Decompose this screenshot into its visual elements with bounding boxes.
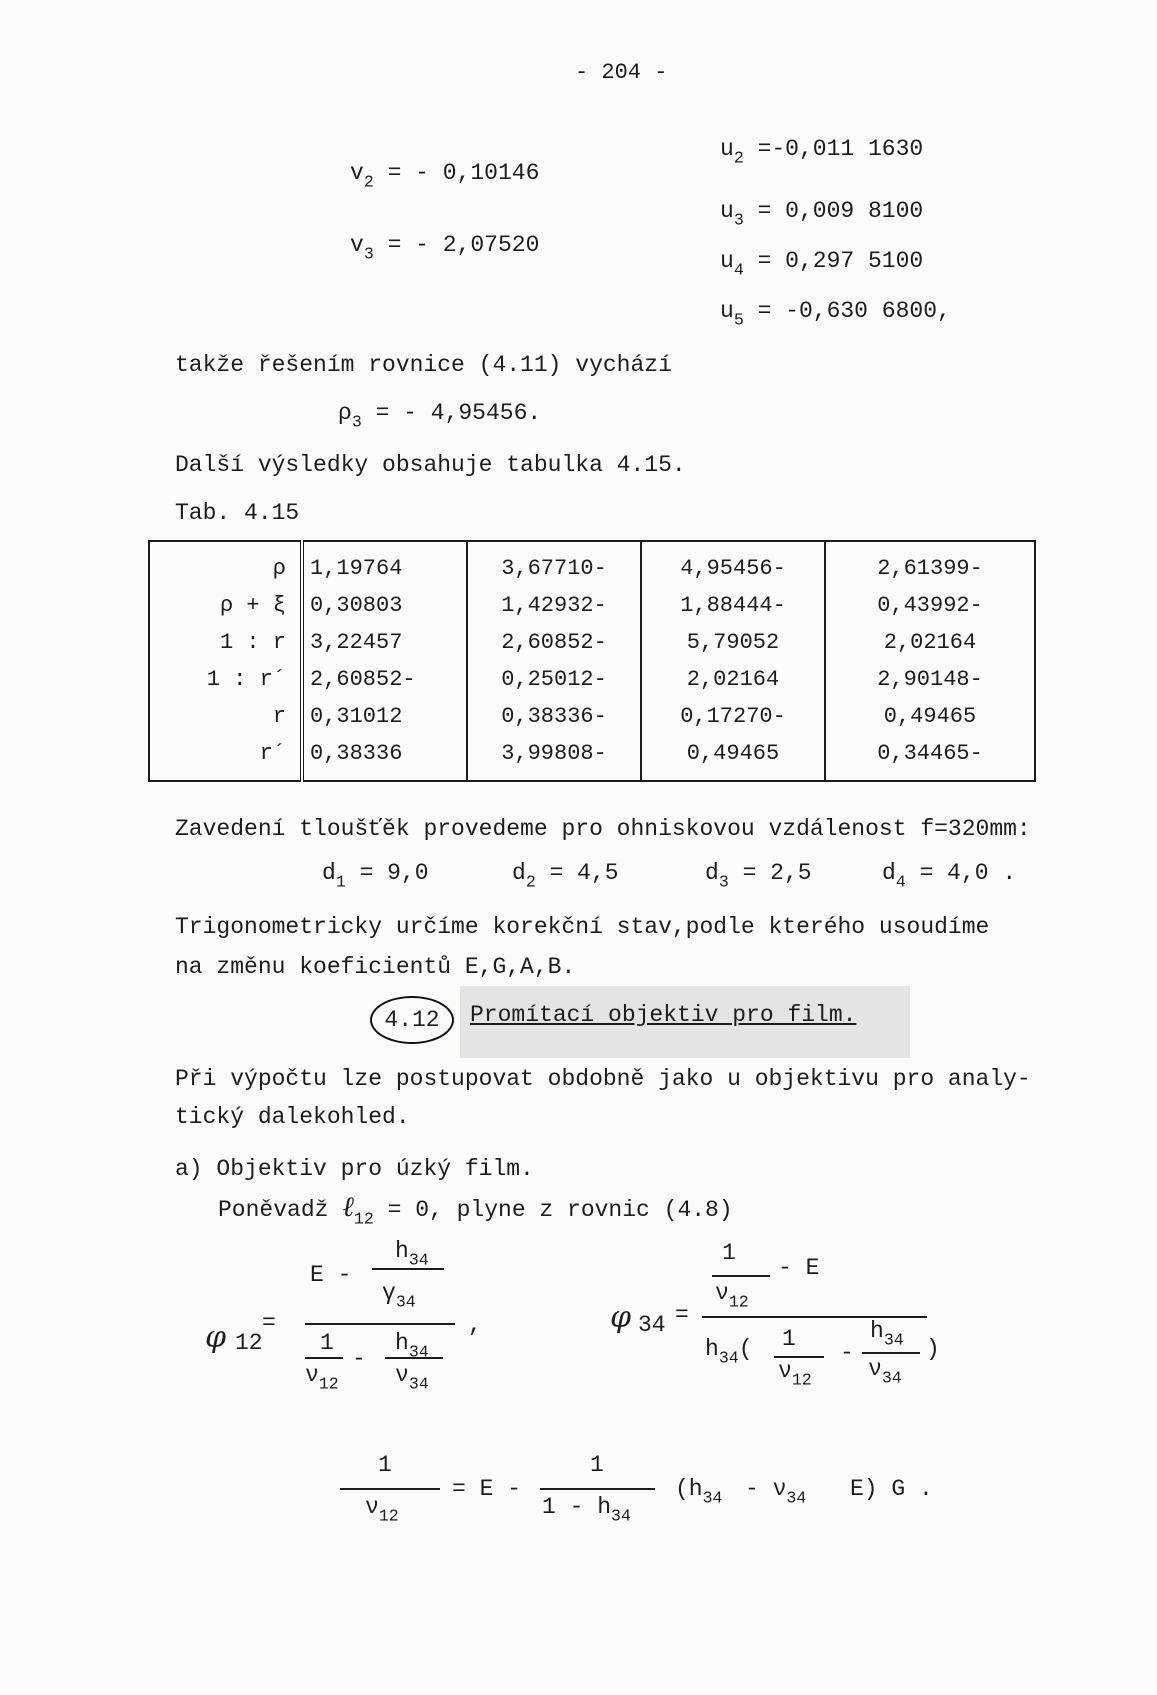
- table-cell: 0,34465-: [877, 741, 983, 766]
- value-u2: $u_2 =-0,011$ 1630: [720, 136, 924, 168]
- table-cell: 0,38336: [302, 735, 467, 781]
- table-cell: 0,17270-: [641, 698, 825, 735]
- numerator-h34: $h_{34}$: [395, 1238, 429, 1270]
- nu12: $\nu_{12}$: [715, 1280, 749, 1312]
- denominator-gamma34: $\gamma_{34}$: [382, 1280, 416, 1312]
- fraction-bar: [540, 1488, 655, 1490]
- row-label: 1 : r: [149, 624, 302, 661]
- table-cell: 0,43992-: [877, 593, 983, 618]
- one-numerator: 1: [782, 1326, 796, 1352]
- table-cell: 0,30803: [302, 587, 467, 624]
- value-u3: $u_3 = 0,009$ 8100: [720, 198, 924, 230]
- table-cell: 2,60852-: [302, 661, 467, 698]
- table-cell: 2,02164: [641, 661, 825, 698]
- row-label: r´: [149, 735, 302, 781]
- main-fraction-bar: [305, 1323, 455, 1325]
- table-cell: 1,42932-: [467, 587, 641, 624]
- table-cell: 0,31012: [302, 698, 467, 735]
- thickness-d4: $d_4 = 4,0$ .: [882, 860, 1017, 892]
- thickness-d3: $d_3 = 2,5$: [705, 860, 812, 892]
- table-cell: 3,99808-: [467, 735, 641, 781]
- results-table: [148, 540, 1036, 782]
- one-numerator: 1: [378, 1452, 392, 1478]
- phi-subscript: 12: [235, 1330, 263, 1356]
- item-a: a) Objektiv pro úzký film.: [175, 1156, 534, 1182]
- nu12: $\nu_{12}$: [778, 1358, 812, 1390]
- row-label: r: [149, 698, 302, 735]
- table-cell: 0,49465: [883, 704, 977, 729]
- text-solution: takže řešením rovnice (4.11) vychází: [175, 352, 672, 378]
- table-cell: 2,90148-: [877, 667, 983, 692]
- section-number: 4.12: [370, 996, 454, 1044]
- fraction-bar: [305, 1357, 343, 1359]
- row-label: ρ: [149, 541, 302, 587]
- table-cell: 2,60852-: [467, 624, 641, 661]
- text-calc-line1: Při výpočtu lze postupovat obdobně jako u objektivu pro analy-: [175, 1066, 1031, 1092]
- nu12: $\nu_{12}$: [305, 1362, 339, 1394]
- h34-numerator: $h_{34}$: [395, 1330, 429, 1362]
- table-cell: 4,95456-: [641, 541, 825, 587]
- table-cell: 2,61399-: [877, 556, 983, 581]
- table-row: [149, 698, 1035, 735]
- value-u4: $u_4 = 0,297$ 5100: [720, 248, 924, 280]
- nu12: $\nu_{12}$: [365, 1494, 399, 1526]
- table-row: [149, 624, 1035, 661]
- table-row: [149, 587, 1035, 624]
- fraction-bar: [340, 1488, 440, 1490]
- phi-subscript: 34: [638, 1312, 666, 1338]
- text-trig-line2: na změnu koeficientů E,G,A,B.: [175, 954, 576, 980]
- section-title: Promítací objektiv pro film.: [470, 1002, 857, 1028]
- table-row: [149, 735, 1035, 781]
- h34-term: ($h_{34}$: [675, 1476, 723, 1508]
- table-cell: 3,22457: [302, 624, 467, 661]
- numerator-e-minus: E -: [310, 1262, 352, 1288]
- phi-symbol: φ: [610, 1300, 632, 1335]
- table-row: [149, 661, 1035, 698]
- close-paren: ): [926, 1336, 940, 1362]
- row-label: ρ + ξ: [149, 587, 302, 624]
- value-v3: $v_3$ = - 2,07520: [350, 232, 540, 264]
- table-cell: 0,49465: [641, 735, 825, 781]
- minus-sign: -: [840, 1340, 854, 1366]
- minus-sign: -: [352, 1346, 366, 1372]
- value-u5: $u_5 = -0,630$ 6800,: [720, 298, 951, 330]
- text-calc-line2: tický dalekohled.: [175, 1104, 410, 1130]
- text-since: Poněvadž ℓ$_{12}$ = 0, plyne z rovnic (4.8): [218, 1190, 733, 1229]
- minus-e: - E: [778, 1255, 820, 1281]
- equals-sign: =: [262, 1310, 276, 1336]
- table-cell: 1,88444-: [641, 587, 825, 624]
- thickness-d1: $d_1 = 9,0$: [322, 860, 429, 892]
- nu34-term: - $\nu_{34}$: [745, 1476, 807, 1508]
- text-thickness: Zavedení tloušťěk provedeme pro ohniskovou vzdálenost f=320mm:: [175, 816, 1031, 842]
- table-row: [149, 541, 1035, 587]
- table-cell: 3,67710-: [467, 541, 641, 587]
- value-rho3: $\rho_3$ = - 4,95456.: [338, 400, 542, 432]
- one-numerator: 1: [320, 1330, 334, 1356]
- table-label: Tab. 4.15: [175, 500, 300, 526]
- equals-sign: =: [675, 1302, 689, 1328]
- comma: ,: [468, 1312, 482, 1338]
- table-cell: 2,02164: [883, 630, 977, 655]
- table-cell: 5,79052: [641, 624, 825, 661]
- one-numerator: 1: [722, 1240, 736, 1266]
- page-number: - 204 -: [575, 60, 668, 85]
- h34-factor: $h_{34}$(: [705, 1336, 753, 1368]
- row-label: 1 : r´: [149, 661, 302, 698]
- thickness-d2: $d_2 = 4,5$: [512, 860, 619, 892]
- h34-numerator: $h_{34}$: [870, 1318, 904, 1350]
- text-trig-line1: Trigonometricky určíme korekční stav,podle kterého usoudíme: [175, 914, 990, 940]
- fraction-bar: [712, 1275, 770, 1277]
- table-cell: 1,19764: [302, 541, 467, 587]
- value-v2: $v_2$ = - 0,10146: [350, 160, 540, 192]
- nu34: $\nu_{34}$: [395, 1362, 429, 1394]
- one-numerator: 1: [590, 1452, 604, 1478]
- text-more-results: Další výsledky obsahuje tabulka 4.15.: [175, 452, 686, 478]
- one-minus-h34: $1 - h_{34}$: [542, 1494, 631, 1526]
- nu34: $\nu_{34}$: [868, 1356, 902, 1388]
- equals-e-minus: = E -: [452, 1476, 522, 1502]
- table-cell: 0,25012-: [467, 661, 641, 698]
- fraction-bar: [385, 1357, 443, 1359]
- fraction-bar: [372, 1268, 444, 1270]
- phi-symbol: φ: [205, 1320, 227, 1355]
- table-cell: 0,38336-: [467, 698, 641, 735]
- fraction-bar: [862, 1352, 920, 1354]
- e-g-term: E) G .: [850, 1476, 933, 1502]
